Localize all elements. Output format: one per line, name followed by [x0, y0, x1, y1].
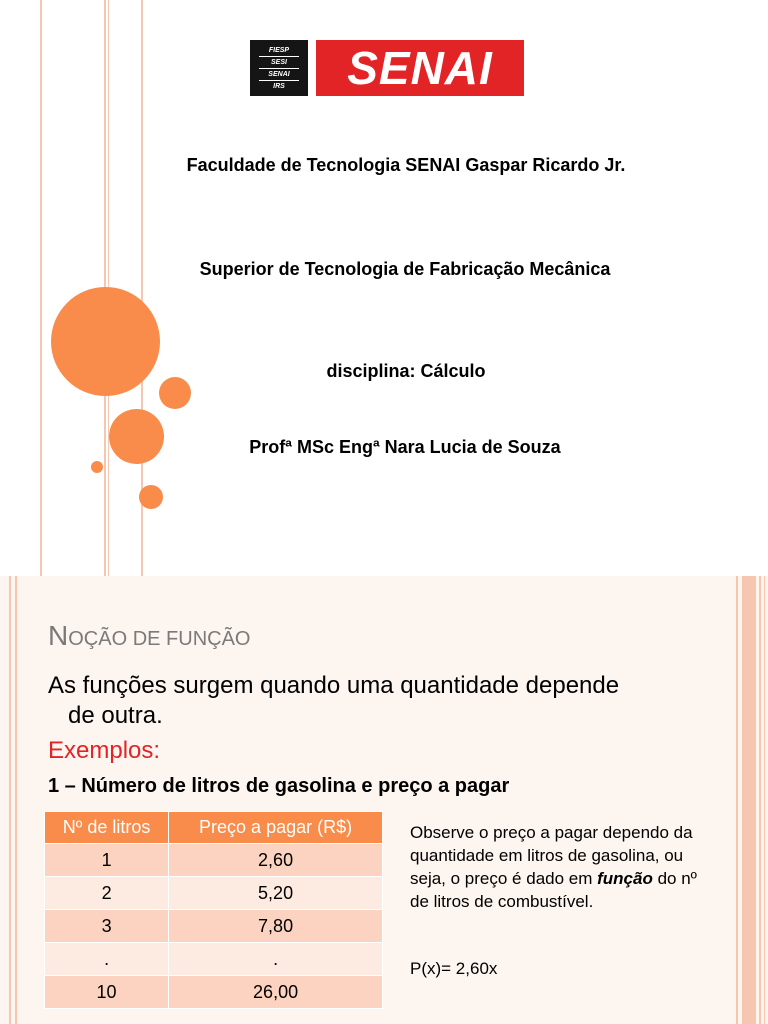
institution-name: Faculdade de Tecnologia SENAI Gaspar Ricardo Jr.	[186, 155, 626, 175]
price-formula: P(x)= 2,60x	[410, 959, 498, 978]
observation-keyword: função	[597, 869, 653, 888]
table-cell: 7,80	[169, 910, 383, 943]
logo-brand-text: SENAI	[347, 42, 493, 94]
decor-line	[40, 0, 42, 576]
examples-label: Exemplos:	[48, 737, 161, 764]
observation-part: do nº de litros de combustível.	[410, 869, 697, 911]
decor-circle	[91, 461, 103, 473]
professor-name: Profª MSc Engª Nara Lucia de Souza	[249, 437, 561, 457]
intro-line: de outra.	[68, 702, 163, 729]
logo-brand-bar	[316, 40, 524, 96]
logo-box	[250, 40, 308, 96]
table-row	[45, 976, 383, 1009]
table-cell: 26,00	[169, 976, 383, 1009]
table-cell: 2	[45, 877, 169, 910]
decor-line	[742, 576, 756, 1024]
table-row	[45, 910, 383, 943]
logo-box-line: FIESP	[259, 45, 299, 57]
table-cell: 10	[45, 976, 169, 1009]
discipline-name: disciplina: Cálculo	[326, 361, 486, 381]
logo-box-line: SESI	[259, 57, 299, 69]
table-cell: 1	[45, 844, 169, 877]
table-cell: .	[45, 943, 169, 976]
table-cell: .	[169, 943, 383, 976]
column-header: Nº de litros	[45, 812, 169, 844]
content-slide	[0, 576, 768, 1024]
table-cell: 2,60	[169, 844, 383, 877]
course-name: Superior de Tecnologia de Fabricação Mecânica	[199, 259, 611, 279]
observation-text	[410, 821, 710, 913]
decor-line	[9, 576, 11, 1024]
table-header-row	[45, 812, 383, 844]
slide-title-rest: OÇÃO DE FUNÇÃO	[68, 628, 251, 650]
example-heading: 1 – Número de litros de gasolina e preço a pagar	[48, 775, 510, 797]
slide-title	[48, 620, 250, 652]
decor-line	[736, 576, 738, 1024]
logo-box-line: SENAI	[259, 69, 299, 81]
observation-part: Observe o preço a pagar dependo da quantidade em litros de gasolina, ou seja, o preço é dado em	[410, 823, 693, 888]
intro-text	[48, 671, 688, 731]
logo-box-line: IRS	[273, 82, 285, 90]
table-row	[45, 844, 383, 877]
table-row	[45, 943, 383, 976]
table-cell: 5,20	[169, 877, 383, 910]
slide-title-initial: N	[48, 620, 69, 651]
table-cell: 3	[45, 910, 169, 943]
table-row	[45, 877, 383, 910]
decor-circle	[139, 485, 163, 509]
decor-line	[15, 576, 17, 1024]
fuel-price-table	[44, 811, 383, 1009]
decor-line	[764, 576, 765, 1024]
senai-logo	[250, 40, 524, 96]
intro-line: As funções surgem quando uma quantidade depende	[48, 672, 620, 699]
column-header: Preço a pagar (R$)	[169, 812, 383, 844]
decor-line	[759, 576, 761, 1024]
